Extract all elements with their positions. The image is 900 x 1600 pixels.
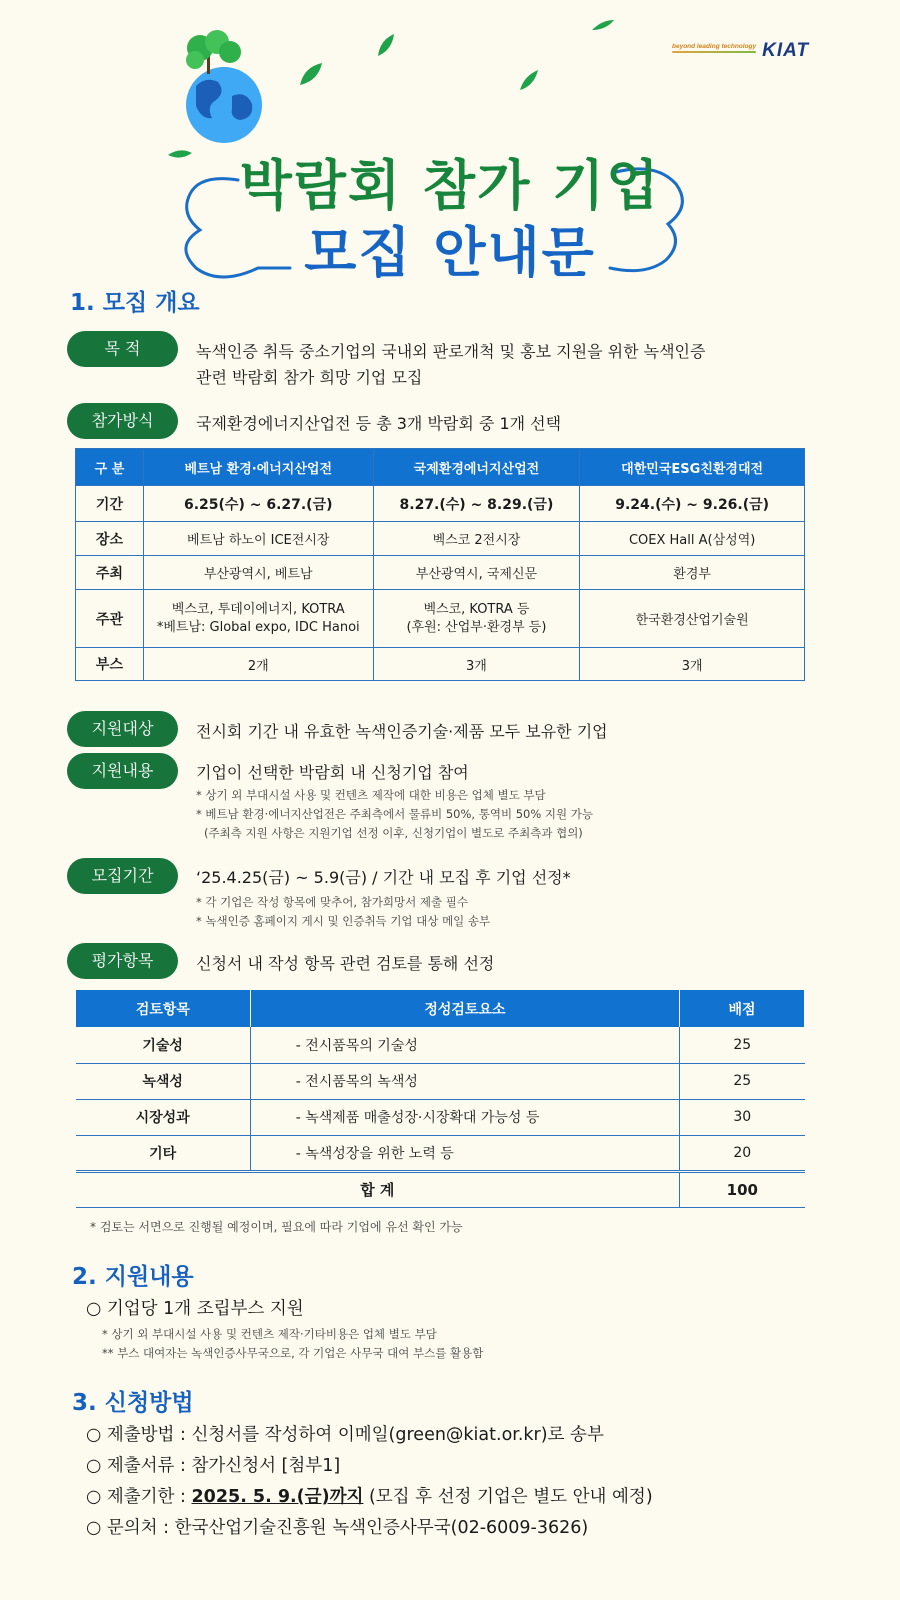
total-label: 합 계 — [76, 1171, 680, 1207]
support-notes — [196, 786, 593, 843]
table-cell: 환경부 — [580, 556, 805, 590]
table-cell: 3개 — [373, 648, 580, 681]
table-row — [76, 1135, 805, 1171]
eval-score: 20 — [680, 1135, 805, 1171]
table-cell: 3개 — [580, 648, 805, 681]
eval-score: 25 — [680, 1063, 805, 1099]
eval-desc: - 녹색제품 매출성장·시장확대 가능성 등 — [250, 1099, 679, 1135]
table-row — [76, 522, 805, 556]
table-cell: 2개 — [143, 648, 373, 681]
cell-line: 벡스코, 투데이에너지, KOTRA — [171, 601, 345, 617]
period-pill: 모집기간 — [67, 858, 178, 894]
contact-info: ○ 문의처 : 한국산업기술진흥원 녹색인증사무국(02-6009-3626) — [86, 1518, 589, 1538]
row-label: 장소 — [76, 522, 144, 556]
deadline-suffix: (모집 후 선정 기업은 별도 안내 예정) — [363, 1487, 653, 1507]
table-row — [76, 590, 805, 648]
eval-item: 시장성과 — [76, 1099, 251, 1135]
section2-item: ○ 기업당 1개 조립부스 지원 — [86, 1299, 304, 1319]
eval-desc: - 전시품목의 녹색성 — [250, 1063, 679, 1099]
table-cell: 베트남 하노이 ICE전시장 — [143, 522, 373, 556]
logo-name: KIAT — [762, 40, 810, 61]
note-line: * 상기 외 부대시설 사용 및 컨텐츠 제작에 대한 비용은 업체 별도 부담 — [196, 788, 546, 802]
table-cell: 부산광역시, 베트남 — [143, 556, 373, 590]
table-cell: 벡스코 2전시장 — [373, 522, 580, 556]
eval-header-cell: 정성검토요소 — [250, 990, 679, 1027]
purpose-line1: 녹색인증 취득 중소기업의 국내외 판로개척 및 홍보 지원을 위한 녹색인증 — [196, 342, 706, 361]
evaluation-table — [75, 990, 805, 1208]
table-cell: 한국환경산업기술원 — [580, 590, 805, 648]
note-line: ** 부스 대여자는 녹색인증사무국으로, 각 기업은 사무국 대여 부스를 활용함 — [102, 1346, 484, 1360]
kiat-logo — [672, 40, 809, 62]
purpose-text — [196, 339, 705, 391]
expo-header-cell: 대한민국ESG친환경대전 — [580, 449, 805, 486]
expo-header-cell: 구 분 — [76, 449, 144, 486]
note-line: * 베트남 환경·에너지산업전은 주최측에서 물류비 50%, 통역비 50% 지원 가능 — [196, 807, 594, 821]
table-cell: 8.27.(수) ~ 8.29.(금) — [373, 486, 580, 522]
table-cell: COEX Hall A(삼성역) — [580, 522, 805, 556]
table-cell: 6.25(수) ~ 6.27.(금) — [143, 486, 373, 522]
eval-desc: - 전시품목의 기술성 — [250, 1027, 679, 1063]
globe-icon — [186, 30, 262, 143]
note-line: (주최측 지원 사항은 지원기업 선정 이후, 신청기업이 별도로 주최측과 협의) — [204, 826, 583, 840]
period-notes — [196, 893, 490, 931]
cell-line: (후원: 산업부·환경부 등) — [406, 619, 547, 635]
expo-table-header — [76, 449, 805, 486]
section2-notes — [102, 1325, 483, 1363]
page-title-line2: 모집 안내문 — [304, 221, 596, 284]
evaluation-text: 신청서 내 작성 항목 관련 검토를 통해 선정 — [196, 954, 495, 973]
expo-header-cell: 베트남 환경·에너지산업전 — [143, 449, 373, 486]
target-text: 전시회 기간 내 유효한 녹색인증기술·제품 모두 보유한 기업 — [196, 722, 608, 741]
note-line: * 상기 외 부대시설 사용 및 컨텐츠 제작·기타비용은 업체 별도 부담 — [102, 1327, 437, 1341]
method-pill: 참가방식 — [67, 403, 178, 439]
cell-line: *베트남: Global expo, IDC Hanoi — [156, 619, 360, 635]
total-row — [76, 1171, 805, 1207]
cell-line: 벡스코, KOTRA 등 — [423, 601, 530, 617]
evaluation-pill: 평가항목 — [67, 943, 178, 979]
deadline-prefix: ○ 제출기한 : — [86, 1487, 192, 1507]
submit-method: ○ 제출방법 : 신청서를 작성하여 이메일(green@kiat.or.kr)로 송부 — [86, 1425, 604, 1445]
row-label: 주관 — [76, 590, 144, 648]
eval-desc: - 녹색성장을 위한 노력 등 — [250, 1135, 679, 1171]
period-text: ‘25.4.25(금) ~ 5.9(금) / 기간 내 모집 후 기업 선정* — [196, 868, 571, 887]
table-cell: 9.24.(수) ~ 9.26.(금) — [580, 486, 805, 522]
eval-item: 기타 — [76, 1135, 251, 1171]
note-line: * 녹색인증 홈페이지 게시 및 인증취득 기업 대상 메일 송부 — [196, 914, 491, 928]
eval-table-header — [76, 990, 805, 1027]
section2-heading: 2. 지원내용 — [72, 1264, 194, 1290]
table-row — [76, 556, 805, 590]
row-label: 주최 — [76, 556, 144, 590]
table-cell — [373, 590, 580, 648]
section1-heading: 1. 모집 개요 — [70, 290, 200, 316]
expo-header-cell: 국제환경에너지산업전 — [373, 449, 580, 486]
purpose-line2: 관련 박람회 참가 희망 기업 모집 — [196, 368, 423, 387]
note-line: * 각 기업은 작성 항목에 맞추어, 참가희망서 제출 필수 — [196, 895, 468, 909]
support-text: 기업이 선택한 박람회 내 신청기업 참여 — [196, 763, 469, 782]
section3-heading: 3. 신청방법 — [72, 1390, 194, 1416]
evaluation-note: * 검토는 서면으로 진행될 예정이며, 필요에 따라 기업에 유선 확인 가능 — [90, 1220, 463, 1234]
table-row — [76, 1063, 805, 1099]
purpose-pill: 목 적 — [67, 331, 178, 367]
total-value: 100 — [680, 1171, 805, 1207]
eval-item: 녹색성 — [76, 1063, 251, 1099]
eval-header-cell: 배점 — [680, 990, 805, 1027]
submit-deadline — [86, 1483, 653, 1508]
target-pill: 지원대상 — [67, 711, 178, 747]
row-label: 기간 — [76, 486, 144, 522]
method-text: 국제환경에너지산업전 등 총 3개 박람회 중 1개 선택 — [196, 414, 562, 433]
table-row — [76, 1099, 805, 1135]
table-cell — [143, 590, 373, 648]
support-pill: 지원내용 — [67, 753, 178, 789]
eval-item: 기술성 — [76, 1027, 251, 1063]
eval-header-cell: 검토항목 — [76, 990, 251, 1027]
submit-documents: ○ 제출서류 : 참가신청서 [첨부1] — [86, 1456, 341, 1476]
row-label: 부스 — [76, 648, 144, 681]
table-row — [76, 1027, 805, 1063]
page-title-line1: 박람회 참가 기업 — [239, 154, 661, 217]
table-row — [76, 648, 805, 681]
table-row — [76, 486, 805, 522]
table-cell: 부산광역시, 국제신문 — [373, 556, 580, 590]
deadline-date: 2025. 5. 9.(금)까지 — [191, 1487, 364, 1507]
eval-score: 30 — [680, 1099, 805, 1135]
expo-table — [75, 448, 805, 681]
eval-score: 25 — [680, 1027, 805, 1063]
logo-tagline: beyond leading technology — [672, 43, 756, 53]
